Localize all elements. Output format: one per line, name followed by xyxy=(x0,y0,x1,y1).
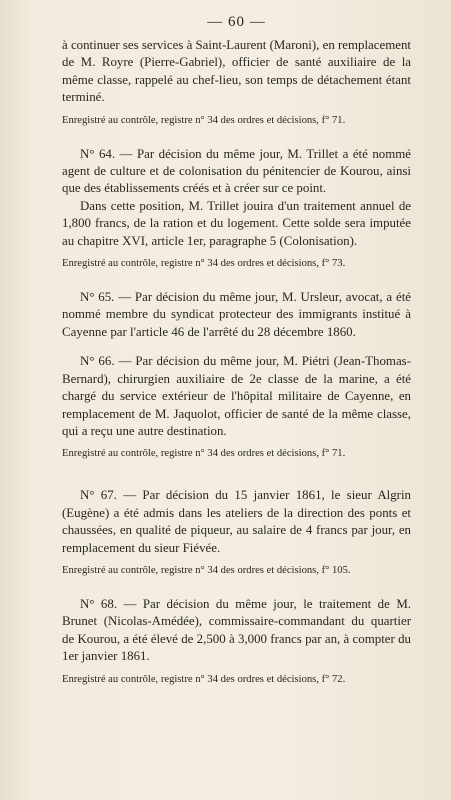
intro-paragraph: à continuer ses services à Saint-Laurent (Maroni), en remplacement de M. Royre (Pierre-Gabriel), officier de santé auxiliaire de la même classe, rappelé au chef-lieu, son temps de détachement étant terminé. xyxy=(62,38,411,105)
registration-note: Enregistré au contrôle, registre n° 34 des ordres et décisions, f° 71. xyxy=(62,448,346,460)
registration-note: Enregistré au contrôle, registre n° 34 des ordres et décisions, f° 72. xyxy=(62,673,346,685)
page-number: — 60 — xyxy=(207,14,266,30)
registration-note: Enregistré au contrôle, registre n° 34 des ordres et décisions, f° 71. xyxy=(62,114,346,126)
entry-65 xyxy=(62,289,411,341)
registration-note: Enregistré au contrôle, registre n° 34 des ordres et décisions, f° 73. xyxy=(62,258,346,270)
entry-paragraph: Dans cette position, M. Trillet jouira d'un traitement annuel de 1,800 francs, de la ration et du logement. Cette solde sera imputée au chapitre XVI, article 1er, paragraphe 5 (Colonisation). xyxy=(62,198,411,248)
entry-paragraph: N° 64. — Par décision du même jour, M. Trillet a été nommé agent de culture et de colonisation du pénitencier de Kourou, ainsi que des établissements créés et à créer sur ce point. xyxy=(62,146,411,196)
entry-67 xyxy=(62,487,411,578)
entry-paragraph: N° 65. — Par décision du même jour, M. Ursleur, avocat, a été nommé membre du syndicat protecteur des immigrants institué à Cayenne par l'article 46 de l'arrêté du 28 décembre 1860. xyxy=(62,290,411,339)
entry-68 xyxy=(62,596,411,687)
registration-note: Enregistré au contrôle, registre n° 34 des ordres et décisions, f° 105. xyxy=(62,564,351,576)
entry-64 xyxy=(62,146,411,271)
entry-paragraph: N° 66. — Par décision du même jour, M. Piétri (Jean-Thomas-Bernard), chirurgien auxiliaire de 2e classe de la marine, a été chargé du service extérieur de l'hôpital militaire de Cayenne, en remplacement de M. Jaquolot, officier de santé de la même classe, qui a reçu une autre destination. xyxy=(62,354,411,438)
entry-paragraph: N° 68. — Par décision du même jour, le traitement de M. Brunet (Nicolas-Amédée), commissaire-commandant du quartier de Kourou, a été élevé de 2,500 à 3,000 francs par an, à compter du 1er janvier 1861. xyxy=(62,596,411,664)
entry-66 xyxy=(62,353,411,461)
entry-paragraph: N° 67. — Par décision du 15 janvier 1861, le sieur Algrin (Eugène) a été admis dans les ateliers de la direction des ponts et chaussées, en qualité de piqueur, au salaire de 4 francs par jour, en remplacement du sieur Fiévée. xyxy=(62,488,411,555)
